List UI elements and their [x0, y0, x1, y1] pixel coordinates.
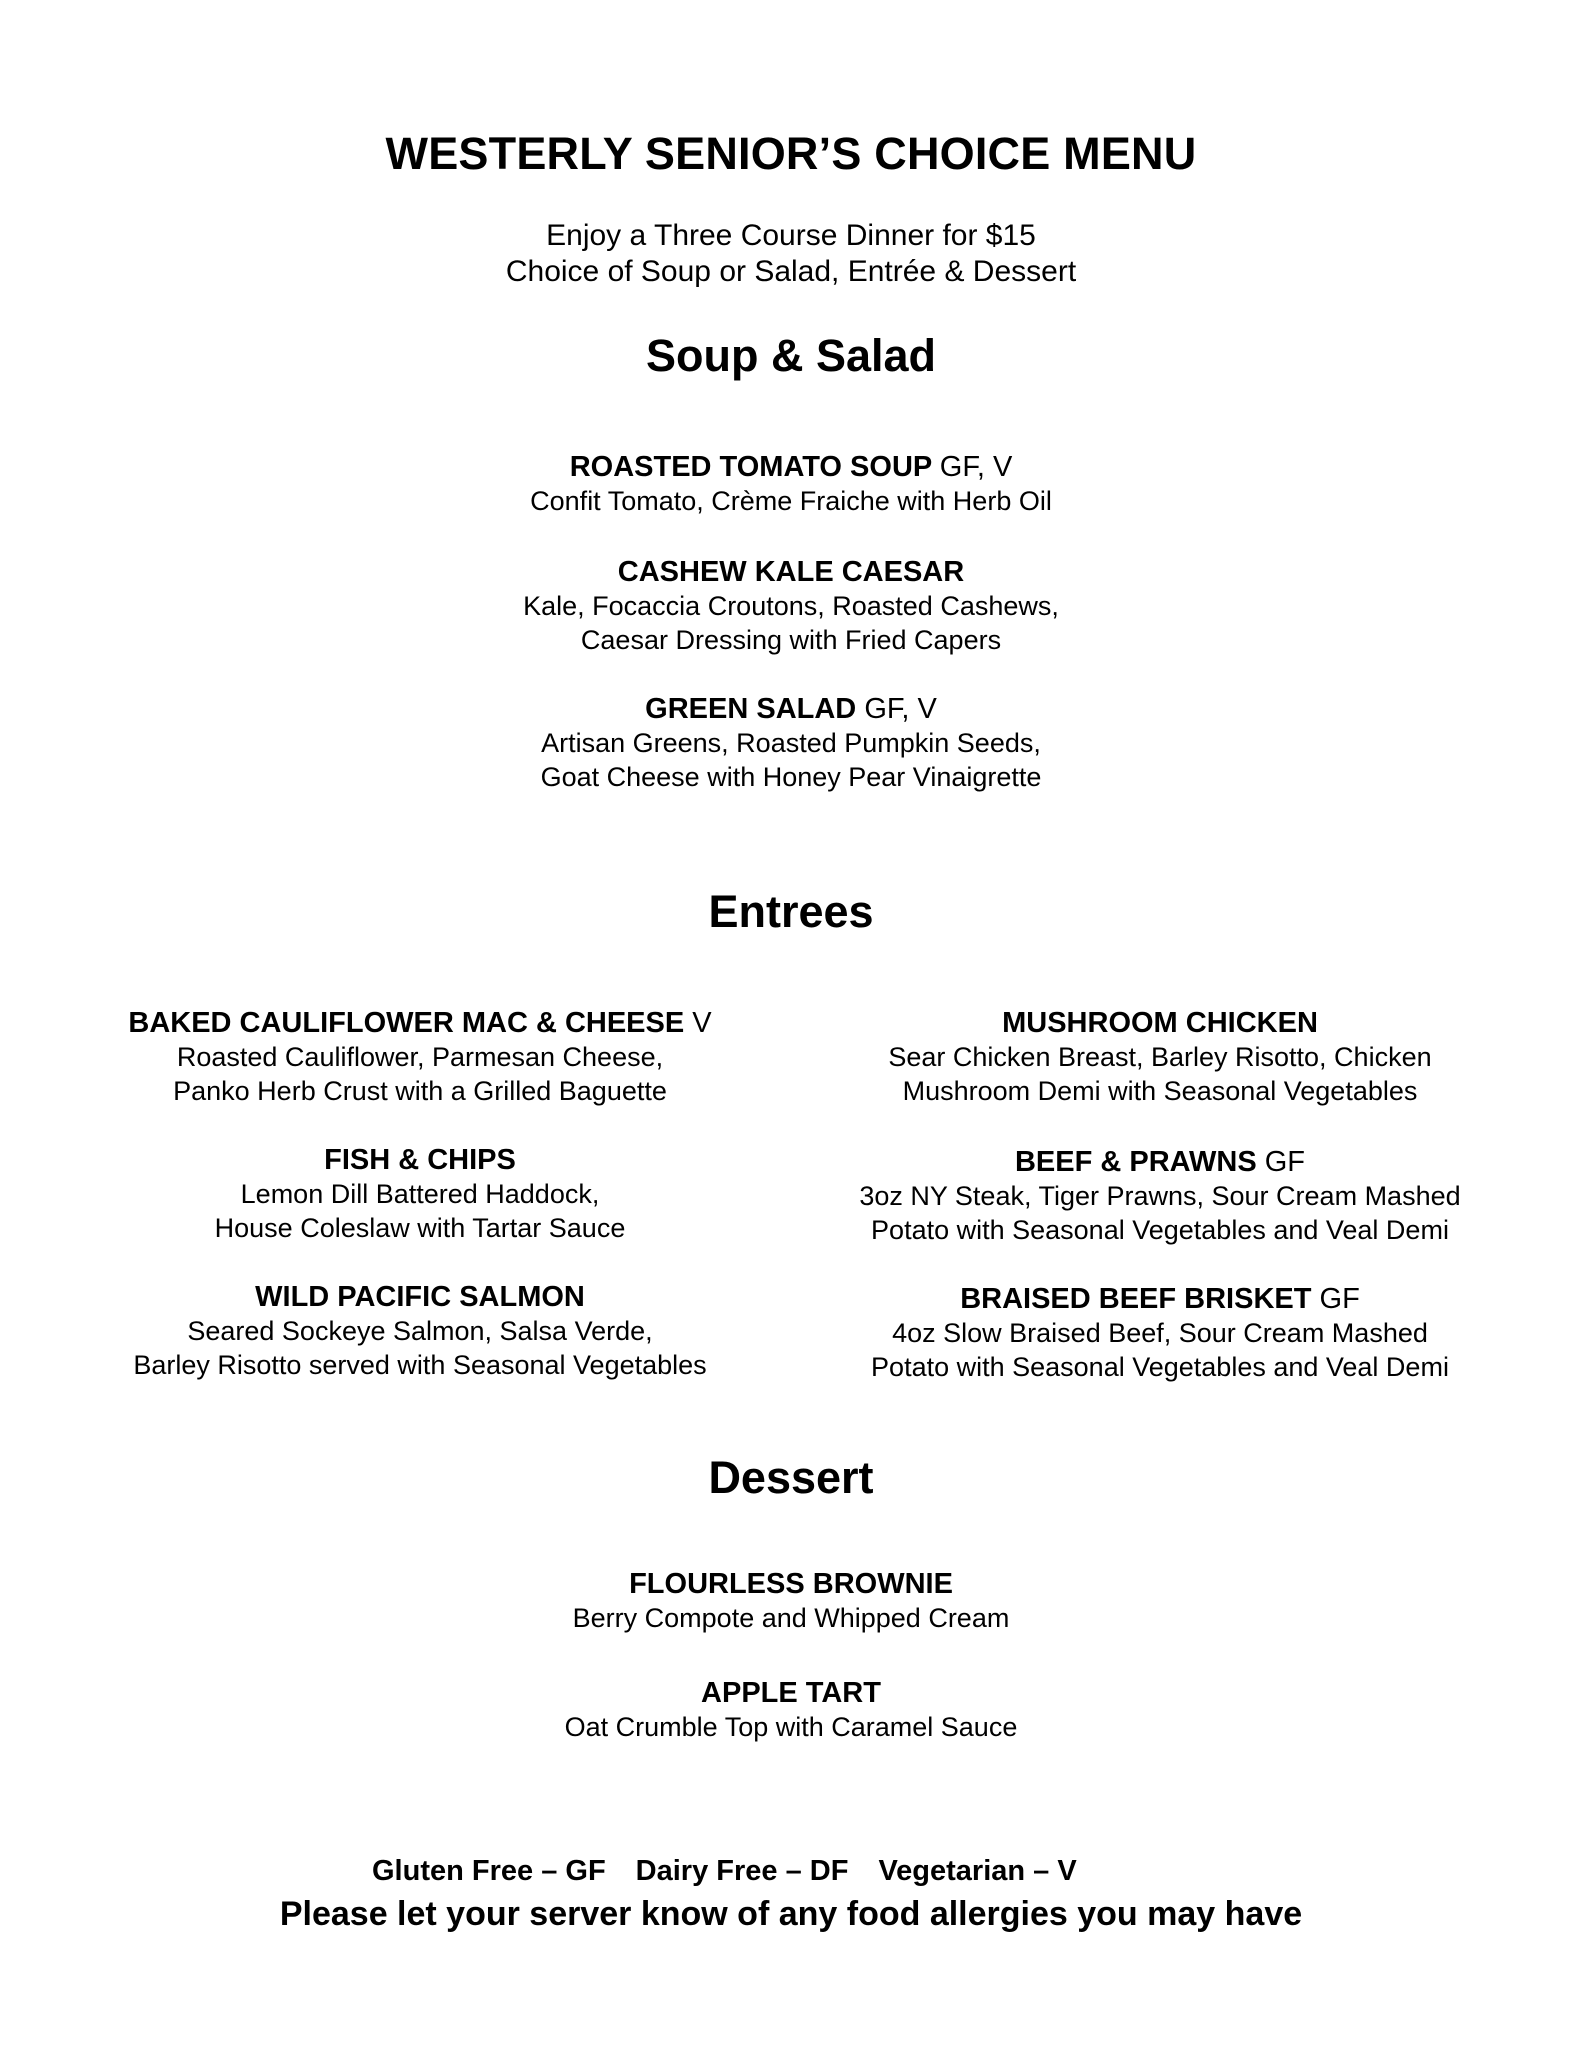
item-description: Confit Tomato, Crème Fraiche with Herb Oil [530, 486, 1052, 516]
item-description: Sear Chicken Breast, Barley Risotto, Chicken [888, 1042, 1432, 1072]
item-description: Seared Sockeye Salmon, Salsa Verde, [187, 1316, 653, 1346]
legend-dairy-free: Dairy Free – DF [635, 1855, 849, 1887]
item-name: ROASTED TOMATO SOUP [569, 451, 932, 483]
item-diet-tag: GF, V [939, 451, 1013, 483]
item-name: BEEF & PRAWNS [1014, 1146, 1257, 1178]
menu-item-green-salad [0, 692, 1582, 794]
item-description: Kale, Focaccia Croutons, Roasted Cashews, [523, 591, 1059, 621]
item-description: Oat Crumble Top with Caramel Sauce [564, 1712, 1018, 1742]
item-description: Artisan Greens, Roasted Pumpkin Seeds, [541, 728, 1041, 758]
item-description: 3oz NY Steak, Tiger Prawns, Sour Cream Mashed [859, 1181, 1461, 1211]
item-description: Goat Cheese with Honey Pear Vinaigrette [540, 762, 1042, 792]
dietary-legend [372, 1855, 1107, 1888]
menu-item-mushroom-chicken [830, 1006, 1490, 1108]
item-description: Caesar Dressing with Fried Capers [580, 625, 1002, 655]
section-heading-entrees: Entrees [708, 886, 874, 937]
item-description: Mushroom Demi with Seasonal Vegetables [902, 1076, 1418, 1106]
menu-item-cashew-kale-caesar [0, 555, 1582, 657]
item-description: Panko Herb Crust with a Grilled Baguette [173, 1076, 667, 1106]
item-diet-tag: GF [1319, 1283, 1360, 1315]
allergy-note: Please let your server know of any food allergies you may have [279, 1895, 1303, 1933]
legend-vegetarian: Vegetarian – V [878, 1855, 1077, 1887]
item-name: BRAISED BEEF BRISKET [960, 1283, 1312, 1315]
item-name: MUSHROOM CHICKEN [1002, 1007, 1318, 1039]
item-diet-tag: V [692, 1007, 712, 1039]
menu-item-braised-beef-brisket [830, 1282, 1490, 1384]
item-description: Potato with Seasonal Vegetables and Veal Demi [871, 1215, 1449, 1245]
item-description: Barley Risotto served with Seasonal Vegetables [133, 1350, 707, 1380]
intro-price-line: Enjoy a Three Course Dinner for $15 [546, 219, 1036, 252]
item-diet-tag: GF [1264, 1146, 1306, 1178]
menu-item-apple-tart [0, 1676, 1582, 1744]
intro-choice-line: Choice of Soup or Salad, Entrée & Dessert [505, 255, 1077, 288]
item-name: WILD PACIFIC SALMON [255, 1281, 585, 1313]
item-name: FISH & CHIPS [324, 1144, 516, 1176]
item-description: Roasted Cauliflower, Parmesan Cheese, [176, 1042, 664, 1072]
item-name: CASHEW KALE CAESAR [617, 556, 965, 588]
legend-gluten-free: Gluten Free – GF [372, 1855, 606, 1887]
item-description: Lemon Dill Battered Haddock, [240, 1179, 600, 1209]
item-description: 4oz Slow Braised Beef, Sour Cream Mashed [892, 1318, 1428, 1348]
item-name: FLOURLESS BROWNIE [629, 1568, 953, 1600]
menu-item-roasted-tomato-soup [0, 450, 1582, 518]
item-name: BAKED CAULIFLOWER MAC & CHEESE [128, 1007, 685, 1039]
menu-item-wild-pacific-salmon [100, 1280, 740, 1382]
item-description: Berry Compote and Whipped Cream [572, 1603, 1010, 1633]
menu-intro [0, 218, 1582, 290]
item-description: Potato with Seasonal Vegetables and Veal Demi [871, 1352, 1449, 1382]
section-heading-soup-salad: Soup & Salad [645, 330, 937, 381]
menu-item-baked-cauliflower-mac [100, 1006, 740, 1108]
menu-item-beef-prawns [830, 1145, 1490, 1247]
menu-title: WESTERLY SENIOR’S CHOICE MENU [385, 128, 1197, 179]
item-name: APPLE TART [701, 1677, 881, 1709]
section-heading-dessert: Dessert [708, 1452, 874, 1503]
menu-item-flourless-brownie [0, 1567, 1582, 1635]
item-description: House Coleslaw with Tartar Sauce [214, 1213, 626, 1243]
menu-item-fish-chips [100, 1143, 740, 1245]
item-name: GREEN SALAD [645, 693, 857, 725]
item-diet-tag: GF, V [864, 693, 937, 725]
